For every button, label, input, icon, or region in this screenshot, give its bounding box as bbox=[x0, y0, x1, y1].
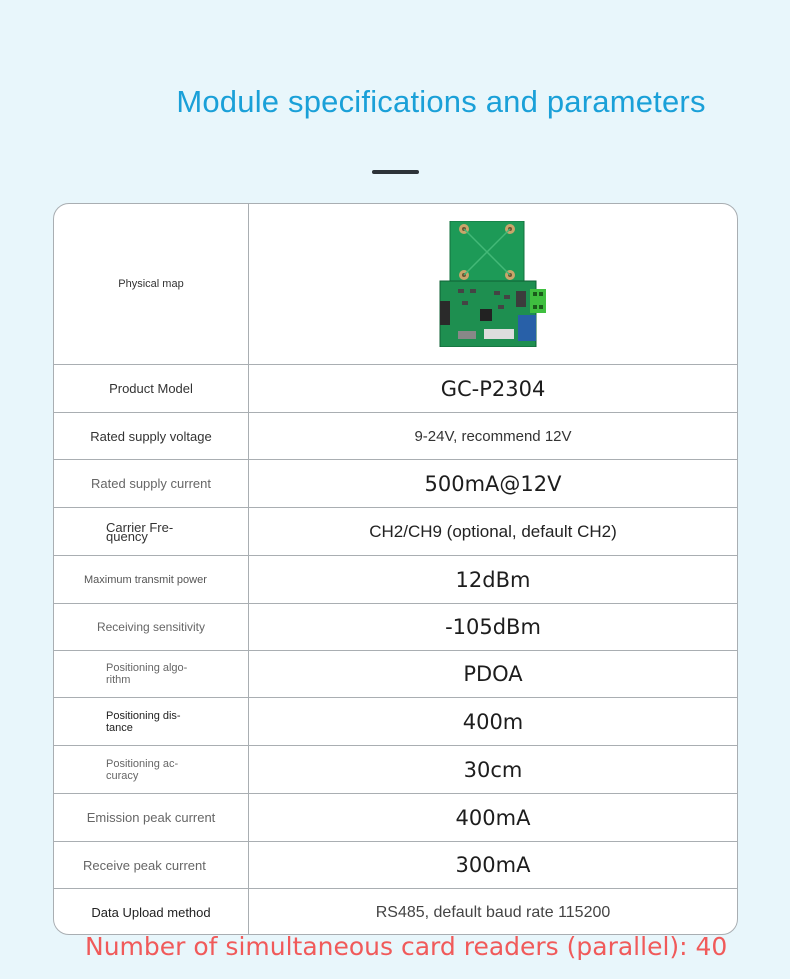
spec-row bbox=[54, 889, 737, 935]
spec-value: CH2/CH9 (optional, default CH2) bbox=[369, 521, 617, 541]
spec-value: PDOA bbox=[463, 662, 523, 686]
spec-row bbox=[54, 604, 737, 651]
spec-value: RS485, default baud rate 115200 bbox=[375, 903, 611, 921]
spec-label: Physical map bbox=[54, 204, 249, 364]
spec-value: 9-24V, recommend 12V bbox=[414, 427, 572, 445]
pcb-module-image bbox=[438, 221, 548, 347]
spec-row bbox=[54, 413, 737, 460]
spec-value-image bbox=[249, 204, 737, 364]
spec-row bbox=[54, 794, 737, 842]
spec-row bbox=[54, 460, 737, 508]
spec-label: Positioning ac- curacy bbox=[54, 746, 249, 793]
spec-value: 400m bbox=[462, 709, 524, 734]
spec-label: Data Upload method bbox=[54, 889, 249, 935]
spec-row bbox=[54, 508, 737, 556]
spec-label: Maximum transmit power bbox=[54, 556, 249, 603]
spec-value: 500mA@12V bbox=[424, 471, 562, 496]
spec-row bbox=[54, 556, 737, 604]
spec-table bbox=[53, 203, 738, 935]
spec-label: Receive peak current bbox=[54, 842, 249, 888]
title-divider bbox=[372, 170, 419, 174]
spec-label: Emission peak current bbox=[54, 794, 249, 841]
spec-row bbox=[54, 746, 737, 794]
spec-label: Carrier Fre- quency bbox=[54, 508, 249, 555]
spec-label: Positioning dis- tance bbox=[54, 698, 249, 745]
spec-label: Rated supply voltage bbox=[54, 413, 249, 459]
spec-label: Receiving sensitivity bbox=[54, 604, 249, 650]
spec-row bbox=[54, 698, 737, 746]
spec-value: 30cm bbox=[463, 757, 523, 782]
spec-value: 12dBm bbox=[455, 567, 531, 592]
spec-value: 400mA bbox=[455, 805, 531, 830]
spec-row bbox=[54, 365, 737, 413]
spec-label: Positioning algo- rithm bbox=[54, 651, 249, 697]
footer-note: Number of simultaneous card readers (parallel): 40 bbox=[85, 932, 728, 961]
spec-label: Product Model bbox=[54, 365, 249, 412]
page-title: Module specifications and parameters bbox=[176, 84, 706, 119]
spec-row bbox=[54, 651, 737, 698]
spec-value: GC-P2304 bbox=[440, 376, 546, 401]
spec-row-physical-map bbox=[54, 204, 737, 365]
spec-value: -105dBm bbox=[445, 615, 541, 639]
spec-value: 300mA bbox=[455, 853, 531, 877]
spec-label: Rated supply current bbox=[54, 460, 249, 507]
spec-row bbox=[54, 842, 737, 889]
